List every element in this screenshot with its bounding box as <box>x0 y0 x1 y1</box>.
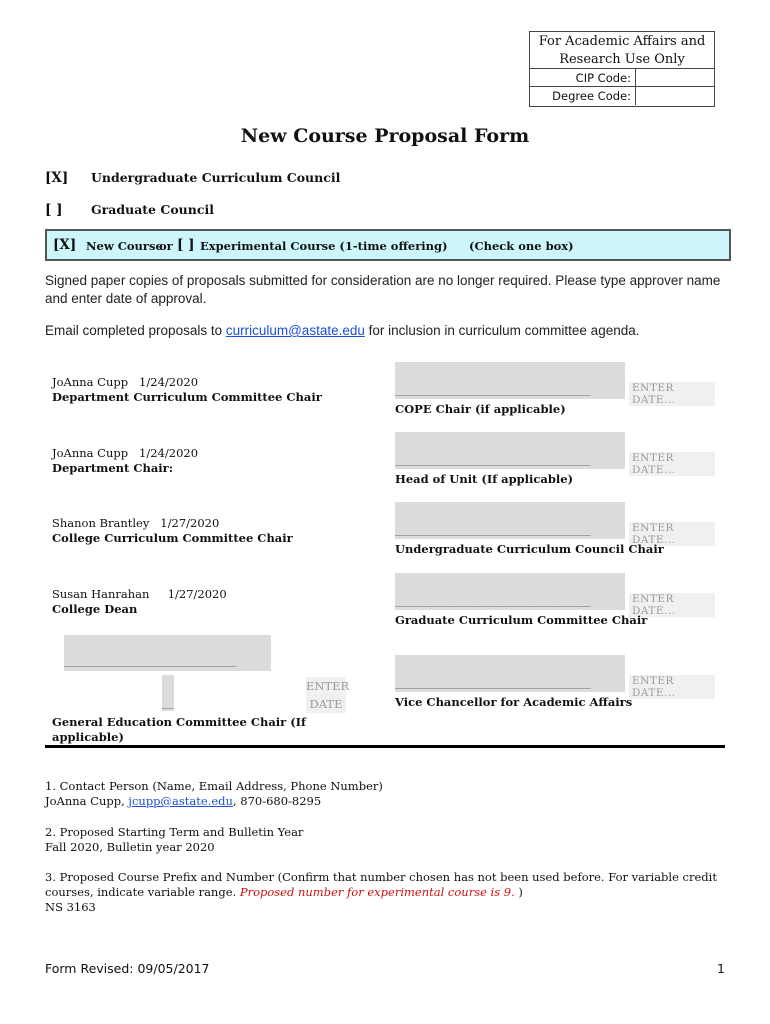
section-divider <box>45 745 725 748</box>
question-label-text: 3. Proposed Course Prefix and Number (Confirm that number chosen has not been used before. For variable credit courses, indicate variable range. <box>45 870 717 899</box>
degree-code-label: Degree Code: <box>530 87 636 105</box>
gen-ed-role: General Education Committee Chair (If applicable) <box>52 715 306 744</box>
signed-note: Signed paper copies of proposals submitted for consideration are no longer required. Please type approver name and enter date of approval. <box>45 273 721 306</box>
approver-role: College Curriculum Committee Chair <box>52 531 293 545</box>
new-course-label: New Course <box>86 239 163 253</box>
contact-phone: , 870-680-8295 <box>232 794 322 808</box>
approval-vc-academic-affairs <box>395 655 715 715</box>
council-undergrad-row <box>45 170 445 188</box>
approver-role: Head of Unit (If applicable) <box>395 472 574 486</box>
signature-line: __________________________________ <box>395 593 591 607</box>
question-term <box>45 825 725 855</box>
enter-date-field[interactable]: ENTER DATE... <box>629 382 715 406</box>
approval-college-dean <box>52 587 372 617</box>
approver-role: Department Chair: <box>52 461 173 475</box>
cip-code-label: CIP Code: <box>530 69 636 86</box>
council-undergrad-checkbox[interactable]: [X] <box>45 170 69 186</box>
question-label <box>45 870 725 900</box>
approver-signer[interactable]: JoAnna Cupp 1/24/2020 <box>52 375 199 389</box>
council-grad-checkbox[interactable]: [ ] <box>45 202 63 218</box>
approver-signer[interactable]: Shanon Brantley 1/27/2020 <box>52 516 220 530</box>
degree-code-row <box>530 87 714 105</box>
question-course-number <box>45 870 725 915</box>
new-course-checkbox[interactable]: [X] <box>53 237 77 253</box>
approval-ucc-chair <box>395 502 715 562</box>
experimental-number-note: Proposed number for experimental course is 9. <box>239 885 515 899</box>
form-revised-date: Form Revised: 09/05/2017 <box>45 961 210 976</box>
council-undergrad-label: Undergraduate Curriculum Council <box>91 170 341 185</box>
curriculum-email-link[interactable]: curriculum@astate.edu <box>225 323 365 338</box>
or-label: or <box>159 239 173 253</box>
approver-role: Department Curriculum Committee Chair <box>52 390 322 404</box>
council-grad-row <box>45 202 445 220</box>
gen-ed-underscore: __ <box>162 695 174 709</box>
experimental-course-label: Experimental Course (1-time offering) <box>200 239 448 253</box>
question-answer[interactable]: NS 3163 <box>45 900 96 914</box>
approval-cope-chair <box>395 362 715 422</box>
signature-line: __________________________________ <box>395 522 591 536</box>
enter-date-field[interactable]: ENTER DATE... <box>629 675 715 699</box>
experimental-course-checkbox[interactable]: [ ] <box>177 237 195 253</box>
email-instructions <box>45 322 735 340</box>
approval-dept-chair <box>52 446 372 476</box>
approver-signer[interactable]: JoAnna Cupp 1/24/2020 <box>52 446 199 460</box>
email-suffix: for inclusion in curriculum committee agenda. <box>364 323 640 338</box>
enter-date-field[interactable]: ENTER DATE... <box>629 452 715 476</box>
approver-role: Graduate Curriculum Committee Chair <box>395 613 648 627</box>
approval-head-of-unit <box>395 432 715 492</box>
degree-code-field[interactable] <box>636 87 714 105</box>
question-label-close: ) <box>514 885 523 899</box>
approver-role: COPE Chair (if applicable) <box>395 402 566 416</box>
enter-date-field[interactable]: ENTER DATE... <box>629 593 715 617</box>
enter-date-field[interactable]: ENTER DATE... <box>629 522 715 546</box>
approver-signer[interactable]: Susan Hanrahan 1/27/2020 <box>52 587 227 601</box>
approval-college-curriculum <box>52 516 372 546</box>
cip-code-field[interactable] <box>636 69 714 86</box>
admin-use-box <box>529 31 715 107</box>
signature-field[interactable] <box>395 502 625 539</box>
signature-field[interactable] <box>395 432 625 469</box>
council-grad-label: Graduate Council <box>91 202 214 217</box>
email-prefix: Email completed proposals to <box>45 323 226 338</box>
gen-ed-signature-field-tail[interactable] <box>162 675 174 711</box>
gen-ed-enter-date[interactable] <box>306 677 350 713</box>
gen-ed-signature-field[interactable] <box>64 635 271 671</box>
signature-field[interactable] <box>395 655 625 692</box>
signature-line: __________________________________ <box>395 382 591 396</box>
question-answer[interactable]: Fall 2020, Bulletin year 2020 <box>45 840 215 854</box>
approver-role: Vice Chancellor for Academic Affairs <box>395 695 633 709</box>
course-type-box <box>45 229 731 261</box>
signature-line: __________________________________ <box>395 452 591 466</box>
page-number: 1 <box>717 961 725 976</box>
question-contact <box>45 779 725 809</box>
cip-code-row <box>530 69 714 87</box>
signature-field[interactable] <box>395 362 625 399</box>
admin-use-header: For Academic Affairs and Research Use Only <box>530 32 714 69</box>
approver-role: College Dean <box>52 602 138 616</box>
contact-name: JoAnna Cupp, <box>45 794 129 808</box>
gen-ed-enter-label: ENTER <box>306 679 350 693</box>
gen-ed-signature-line: ______________________________ <box>64 653 237 667</box>
check-one-hint: (Check one box) <box>469 239 574 253</box>
signature-field[interactable] <box>395 573 625 610</box>
approver-role: Undergraduate Curriculum Council Chair <box>395 542 664 556</box>
approval-gcc-chair <box>395 573 715 633</box>
question-answer[interactable] <box>45 794 725 809</box>
page-title: New Course Proposal Form <box>240 125 530 147</box>
gen-ed-date-label: DATE <box>309 697 343 711</box>
question-label: 2. Proposed Starting Term and Bulletin Year <box>45 825 304 839</box>
question-label: 1. Contact Person (Name, Email Address, Phone Number) <box>45 779 383 793</box>
contact-email-link[interactable]: jcupp@astate.edu <box>128 794 233 808</box>
signature-line: __________________________________ <box>395 675 591 689</box>
approval-dept-curriculum <box>52 375 372 405</box>
